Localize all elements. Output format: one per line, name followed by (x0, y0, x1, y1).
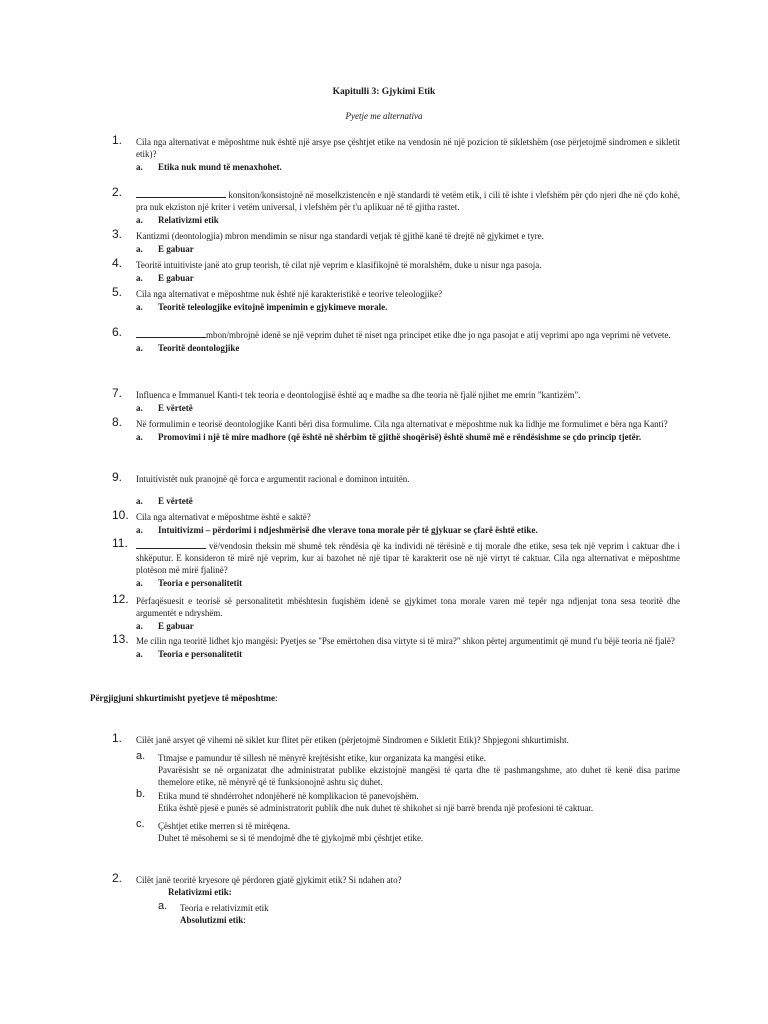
answer-text: Etika nuk mund të menaxhohet. (158, 162, 282, 172)
question-1 (112, 133, 680, 173)
question-number: 4. (112, 256, 123, 270)
sub-text: Etika mund të shndërrohet ndonjëherë në komplikacion të panevojshëm. (158, 791, 419, 801)
question-number: 1. (112, 133, 123, 147)
sub-letter: c. (136, 818, 145, 830)
answer-text: Teoria e personalitetit (158, 649, 243, 659)
theory-heading-text: Relativizmi etik (168, 887, 229, 897)
sub-letter: a. (158, 900, 168, 912)
question-10 (112, 508, 680, 536)
sub-explanation: Etika është pjesë e punës së administratorit publik dhe nuk duhet të shikohet si një barrë brenda një profesioni të caktuar. (158, 803, 594, 813)
question-text: Teoritë intuitiviste janë ato grup teorish, të cilat një veprim e klasifikojnë të moralshëm, duke u nisur nga pasoja. (136, 260, 542, 270)
question-number: 6. (112, 325, 123, 339)
answer (136, 301, 680, 313)
page-title: Kapitulli 3: Gjykimi Etik (332, 87, 436, 97)
answer-letter: a. (136, 244, 143, 254)
sub-text: Çështjet etike merren si të mirëqena. (158, 821, 290, 831)
sub-explanation: Pavarësisht se në organizatat dhe administratat publike ekzistojnë mangësi të qarta dhe të pashmangshme, ato duhet të kenë disa parime themelore etike, në mënyrë që të funksionojnë ashtu siç duhet. (158, 765, 680, 787)
answer (136, 243, 680, 255)
question-number: 1. (112, 731, 123, 745)
question-number: 11. (112, 536, 128, 550)
question-6 (112, 325, 680, 354)
section-heading-colon: : (274, 693, 278, 703)
question-text: Në formulimin e teorisë deontologjike Kanti bëri disa formulime. Cila nga alternativat e mëposhtme nuk ka lidhje me formulimet e bëra nga Kanti? (136, 419, 668, 429)
answer-text: Relativizmi etik (158, 215, 219, 225)
page-subtitle: Pyetje me alternativa (345, 111, 423, 121)
answer-letter: a. (136, 302, 143, 312)
question-text-body: mbon/mbrojnë idenë se një veprim duhet të niset nga principet etike dhe jo nga pasojat e atij veprimi apo nga veprimi në vetvete. (206, 330, 671, 340)
answer-letter: a. (136, 578, 143, 588)
question-text: Cila nga alternativat e mëposhtme është e saktë? (136, 512, 311, 522)
theory-heading-text: Absolutizmi etik (180, 915, 244, 925)
question-text (136, 328, 680, 341)
answer (136, 495, 680, 507)
question-text: Përfaqësuesit e teorisë së personalitetit mbështesin fuqishëm idenë se gjykimet tona morale varen më tepër nga ndjenjat tona sesa teoritë dhe argumentët e ndryshëm. (136, 596, 680, 618)
question-text: Me cilin nga teoritë lidhet kjo mangësi: Pyetjes se "Pse emërtohen disa virtyte si të mira?" shkon përtej argumentimit që mund t'u bëjë teoria në fjalë? (136, 636, 675, 646)
question-number: 12. (112, 592, 129, 606)
sub-answer-a (136, 752, 680, 788)
answer-text: E vërtetë (158, 403, 193, 413)
answer-letter: a. (136, 525, 143, 535)
question-text: Cilët janë arsyet që vihemi në siklet kur flitet për etiken (përjetojmë Sindromen e Sikletit Etik)? Shpjegoni shkurtimisht. (136, 735, 569, 745)
question-number: 2. (112, 185, 123, 199)
sub-letter: a. (136, 750, 146, 762)
question-8 (112, 415, 680, 443)
question-number: 9. (112, 470, 123, 484)
section-heading-text: Përgjigjuni shkurtimisht pyetjeve të mëposhtme (90, 693, 275, 703)
theory-heading-2 (180, 914, 680, 926)
question-text (136, 539, 680, 576)
sub-text: Ttmajse e pamundur të sillesh në mënyrë krejtësisht etike, kur organizata ka mangësi etike. (158, 753, 486, 763)
answer (136, 577, 680, 589)
answer (136, 402, 680, 414)
question-5 (112, 285, 680, 313)
question-text: Intuitivistët nuk pranojnë që forca e argumentit racional e dominon intuitën. (136, 474, 410, 484)
question-2 (112, 185, 680, 226)
answer-blank (136, 539, 206, 549)
question-7 (112, 386, 680, 414)
theory-heading-colon: : (243, 915, 246, 925)
question-text: Cila nga alternativat e mëposhtme nuk është një arsye pse çështjet etike na vendosin në një pozicion të sikletshëm (ose përjetojmë sindromen e sikletit etik)? (136, 137, 680, 159)
section-heading (90, 692, 278, 704)
answer-letter: a. (136, 343, 143, 353)
question-number: 8. (112, 415, 123, 429)
question-text-body: vë/vendosin theksin më shumë tek rëndësia që ka individi në tërësinë e tij morale dhe etike, sesa tek një veprim i caktuar dhe i shkëputur. E konsideron të mirë një veprim, kur ai bazohet në një tipar të karakterit ose në një virtyt të caktuar. Cila nga alternativat e mëposhtme plotëson më mirë fjalinë? (136, 541, 681, 575)
question-text (136, 188, 680, 213)
answer-letter: a. (136, 496, 143, 506)
answer-letter: a. (136, 273, 143, 283)
question-13 (112, 632, 680, 660)
question-text: Kantizmi (deontologjia) mbron mendimin se nisur nga standardi vetjak të gjithë kanë të drejtë në gjykimet e tyre. (136, 231, 544, 241)
answer-text: Promovimi i një të mire madhore (që është në shërbim të gjithë shoqërisë) është shumë më e rëndësishme se çdo princip tjetër. (158, 432, 642, 442)
answer (136, 272, 680, 284)
sub-letter: b. (136, 788, 146, 800)
question-number: 5. (112, 285, 123, 299)
answer-text: Intuitivizmi – përdorimi i ndjeshmërisë dhe vlerave tona morale për të gjykuar se çfarë është etike. (158, 525, 538, 535)
answer-text: Teoritë teleologjike evitojnë impenimin e gjykimeve morale. (158, 302, 388, 312)
answer (136, 648, 680, 660)
answer-letter: a. (136, 432, 143, 442)
question-text: Influenca e Immanuel Kanti-t tek teoria e deontologjisë është aq e madhe sa dhe teoria në fjalë njihet me emrin "kantizëm". (136, 390, 581, 400)
answer-text: Teoria e personalitetit (158, 578, 243, 588)
question-number: 7. (112, 386, 123, 400)
answer-letter: a. (136, 162, 143, 172)
question-number: 2. (112, 871, 123, 885)
answer-text: E gabuar (158, 244, 194, 254)
question-9 (112, 470, 680, 507)
answer-letter: a. (136, 215, 143, 225)
theory-sub-a (158, 902, 680, 914)
question-number: 3. (112, 227, 123, 241)
question-text: Cila nga alternativat e mëposhtme nuk është një karakteristikë e teorive teleologjike? (136, 289, 443, 299)
answer-letter: a. (136, 621, 143, 631)
answer-text: E gabuar (158, 621, 194, 631)
question-4 (112, 256, 680, 284)
answer-text: E vërtetë (158, 496, 193, 506)
question-number: 13. (112, 632, 129, 646)
answer-letter: a. (136, 403, 143, 413)
question-text: Cilët janë teoritë kryesore që përdoren gjatë gjykimit etik? Si ndahen ato? (136, 875, 402, 885)
question-11 (112, 536, 681, 589)
answer-blank (136, 188, 226, 198)
answer-letter: a. (136, 649, 143, 659)
theory-heading-1 (168, 886, 680, 898)
question-12 (112, 592, 680, 632)
answer-text: Teoritë deontologjike (158, 343, 240, 353)
theory-heading-colon: : (228, 887, 232, 897)
answer (136, 524, 680, 536)
question-number: 10. (112, 508, 129, 522)
answer (136, 620, 680, 632)
answer-blank (136, 328, 206, 338)
answer (136, 342, 680, 354)
sub-answer-b (136, 790, 680, 814)
answer (136, 431, 680, 443)
open-question-2 (112, 871, 680, 926)
answer-text: E gabuar (158, 273, 194, 283)
sub-explanation: Duhet të mësohemi se si të mendojmë dhe të gjykojmë mbi çështjet etike. (158, 833, 424, 843)
question-text-body: konsiton/konsistojnë në moselkzistencën e një standardi të vetëm etik, i cili të ishte i vlefshëm për çdo njeri dhe në çdo kohë, pra nuk ekziston një kriter i vetëm universal, i vlefshëm për t'u aplikuar në të gjitha rastet. (136, 190, 680, 212)
answer (136, 214, 680, 226)
answer (136, 161, 680, 173)
open-question-1 (112, 731, 680, 844)
sub-answer-c (136, 820, 680, 844)
question-3 (112, 227, 680, 255)
sub-text: Teoria e relativizmit etik (180, 903, 269, 913)
